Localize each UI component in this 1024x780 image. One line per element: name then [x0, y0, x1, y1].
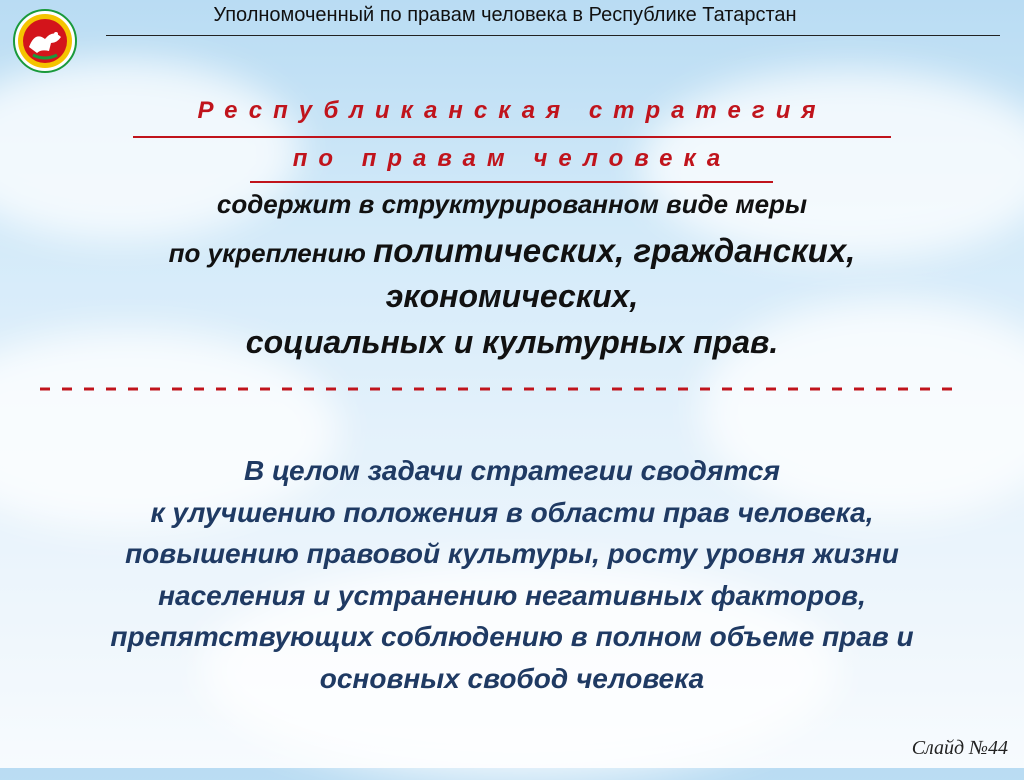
description-line-2-emphasis: политических, гражданских,: [373, 232, 856, 269]
summary-line-3: повышению правовой культуры, росту уровня жизни: [125, 538, 899, 569]
summary-line-2: к улучшению положения в области прав человека,: [150, 496, 874, 528]
header-divider: [106, 35, 1000, 36]
summary-line-1: В целом задачи стратегии сводятся: [244, 455, 780, 486]
heading-line-1: Республиканская стратегия: [197, 97, 827, 124]
header-title: Уполномоченный по правам человека в Республике Татарстан: [213, 4, 797, 26]
description-line-2: [0, 232, 1024, 270]
summary-line-4: населения и устранению негативных факторов,: [158, 579, 866, 611]
summary-line-5: препятствующих соблюдению в полном объеме прав и: [110, 621, 914, 652]
slide-number: Слайд №44: [911, 737, 1008, 759]
heading-underline-2: [250, 181, 773, 183]
heading-line-2: по правам человека: [292, 145, 732, 172]
summary-line-6: основных свобод человека: [319, 662, 705, 694]
description-line-4: социальных и культурных прав.: [245, 324, 779, 360]
summary-paragraph: [0, 450, 1024, 699]
dashed-separator: [40, 381, 964, 397]
description-line-1: содержит в структурированном виде меры: [216, 189, 808, 219]
description-line-2-prefix: по укреплению: [168, 238, 374, 268]
description-line-3: экономических,: [385, 278, 639, 314]
heading-underline-1: [133, 136, 891, 138]
